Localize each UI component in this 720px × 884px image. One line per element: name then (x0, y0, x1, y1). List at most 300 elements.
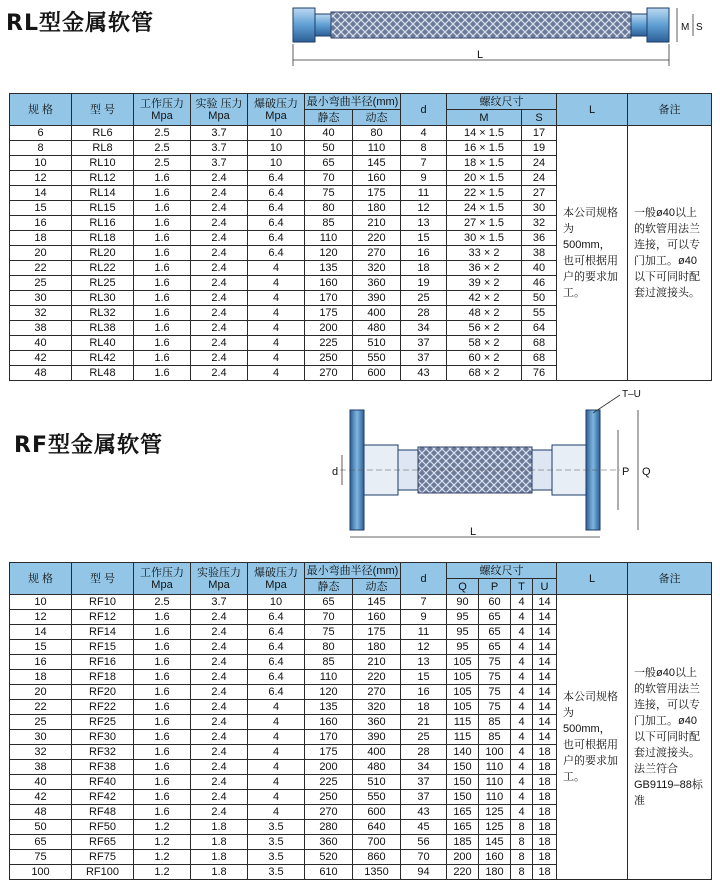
table-cell: RL48 (72, 366, 134, 381)
table-cell: 510 (353, 775, 401, 790)
table-cell: 2.5 (134, 141, 191, 156)
table-cell: 65 (479, 625, 511, 640)
table-cell: 150 (447, 775, 479, 790)
table-cell: 15 (401, 670, 447, 685)
table-cell: 75 (479, 700, 511, 715)
table-cell: 4 (248, 760, 305, 775)
table-cell: 18 (401, 700, 447, 715)
table-cell: 100 (479, 745, 511, 760)
table-cell: 6.4 (248, 246, 305, 261)
table-cell: 165 (447, 805, 479, 820)
rf-h-l: L (557, 563, 628, 595)
table-cell: 180 (353, 640, 401, 655)
rl-h-d: d (401, 94, 447, 126)
table-cell: 120 (305, 685, 353, 700)
table-cell: 1.6 (134, 291, 191, 306)
table-cell: 105 (447, 670, 479, 685)
table-cell: 14 (533, 655, 557, 670)
rf-h-dynamic: 动态 (353, 579, 401, 595)
table-cell: 18 (533, 775, 557, 790)
table-cell: 2.4 (191, 306, 248, 321)
table-cell: 32 (522, 216, 557, 231)
table-cell: 4 (248, 805, 305, 820)
table-cell: 10 (248, 126, 305, 141)
table-cell: RL42 (72, 351, 134, 366)
table-cell: 30 (10, 730, 72, 745)
remark-note: 一般ø40以上的软管用法兰连接，可以专门加工。ø40以下可同时配套过渡接头。 (628, 126, 712, 381)
table-cell: RF30 (72, 730, 134, 745)
table-cell: 68 × 2 (447, 366, 522, 381)
table-cell: 8 (511, 865, 533, 880)
table-cell: 80 (305, 640, 353, 655)
table-cell: 2.4 (191, 246, 248, 261)
table-cell: 1.8 (191, 865, 248, 880)
table-cell: 19 (401, 276, 447, 291)
table-cell: 1.6 (134, 655, 191, 670)
table-cell: 39 × 2 (447, 276, 522, 291)
table-cell: 4 (248, 306, 305, 321)
table-cell: 1.6 (134, 246, 191, 261)
rf-dim-l: L (470, 526, 477, 538)
rl-h-note: 备注 (628, 94, 712, 126)
table-cell: 2.4 (191, 685, 248, 700)
rf-hose-diagram (330, 385, 670, 550)
table-cell: 2.5 (134, 126, 191, 141)
table-cell: 38 (10, 760, 72, 775)
table-cell: 1.6 (134, 276, 191, 291)
table-cell: RF75 (72, 850, 134, 865)
table-cell: RF48 (72, 805, 134, 820)
table-cell: 2.4 (191, 276, 248, 291)
table-cell: 2.4 (191, 201, 248, 216)
table-cell: 4 (511, 685, 533, 700)
table-cell: RF15 (72, 640, 134, 655)
table-cell: 32 (10, 306, 72, 321)
table-cell: 18 (533, 790, 557, 805)
table-cell: 4 (511, 610, 533, 625)
table-cell: 75 (305, 625, 353, 640)
table-cell: 58 × 2 (447, 336, 522, 351)
table-cell: 4 (248, 715, 305, 730)
table-cell: 210 (353, 216, 401, 231)
table-cell: 75 (479, 685, 511, 700)
table-cell: 860 (353, 850, 401, 865)
table-cell: RL14 (72, 186, 134, 201)
rf-h-q: Q (447, 579, 479, 595)
rl-braided-hose (331, 12, 631, 38)
rl-h-m: M (447, 110, 522, 126)
table-cell: 1.6 (134, 640, 191, 655)
table-cell: RF18 (72, 670, 134, 685)
table-cell: 4 (511, 715, 533, 730)
table-cell: 4 (511, 670, 533, 685)
table-cell: 80 (305, 201, 353, 216)
table-cell: 2.4 (191, 231, 248, 246)
table-row (10, 595, 712, 610)
table-cell: 17 (522, 126, 557, 141)
table-cell: RF40 (72, 775, 134, 790)
table-cell: 1.6 (134, 610, 191, 625)
table-cell: 1350 (353, 865, 401, 880)
table-cell: 68 (522, 351, 557, 366)
table-cell: 34 (401, 321, 447, 336)
table-cell: 20 (10, 685, 72, 700)
table-cell: 65 (479, 610, 511, 625)
table-cell: 140 (447, 745, 479, 760)
table-cell: 70 (305, 610, 353, 625)
table-cell: 16 (10, 655, 72, 670)
table-cell: 2.4 (191, 216, 248, 231)
table-cell: 14 (533, 685, 557, 700)
table-cell: 65 (305, 595, 353, 610)
table-cell: 40 (10, 775, 72, 790)
table-cell: 270 (305, 366, 353, 381)
table-cell: 3.7 (191, 141, 248, 156)
table-cell: 1.2 (134, 850, 191, 865)
table-cell: 42 (10, 790, 72, 805)
rf-h-d: d (401, 563, 447, 595)
table-cell: 76 (522, 366, 557, 381)
table-cell: 225 (305, 775, 353, 790)
rf-h-note: 备注 (628, 563, 712, 595)
rl-left-nut (293, 8, 315, 42)
table-cell: 1.6 (134, 306, 191, 321)
table-cell: 1.6 (134, 730, 191, 745)
table-cell: 4 (511, 700, 533, 715)
table-cell: 110 (305, 231, 353, 246)
table-cell: 48 (10, 805, 72, 820)
table-cell: 170 (305, 291, 353, 306)
table-cell: 3.7 (191, 156, 248, 171)
rl-h-test: 实验 压力 Mpa (191, 94, 248, 126)
table-cell: 37 (401, 336, 447, 351)
table-cell: 175 (353, 625, 401, 640)
table-cell: 50 (522, 291, 557, 306)
table-cell: 150 (447, 790, 479, 805)
table-cell: 18 (533, 820, 557, 835)
table-cell: 40 (522, 261, 557, 276)
table-cell: 1.6 (134, 805, 191, 820)
table-cell: 16 (401, 246, 447, 261)
table-cell: 95 (447, 640, 479, 655)
table-cell: 75 (305, 186, 353, 201)
table-cell: 200 (447, 850, 479, 865)
table-cell: 11 (401, 186, 447, 201)
rl-h-thread: 螺纹尺寸 (447, 94, 557, 110)
rl-h-s: S (522, 110, 557, 126)
table-cell: 6.4 (248, 625, 305, 640)
table-cell: 8 (401, 141, 447, 156)
table-cell: 320 (353, 261, 401, 276)
table-cell: 200 (305, 760, 353, 775)
table-cell: 6.4 (248, 670, 305, 685)
table-cell: 14 × 1.5 (447, 126, 522, 141)
table-cell: 15 (10, 201, 72, 216)
table-cell: 4 (248, 366, 305, 381)
table-cell: 1.6 (134, 336, 191, 351)
table-cell: 4 (248, 276, 305, 291)
table-cell: 100 (10, 865, 72, 880)
table-cell: 4 (511, 625, 533, 640)
table-cell: 2.4 (191, 171, 248, 186)
table-cell: 640 (353, 820, 401, 835)
table-cell: 14 (10, 186, 72, 201)
table-cell: 30 (10, 291, 72, 306)
rl-h-l: L (557, 94, 628, 126)
table-cell: 6.4 (248, 640, 305, 655)
table-cell: 50 (305, 141, 353, 156)
table-cell: 13 (401, 216, 447, 231)
table-cell: 75 (479, 670, 511, 685)
table-cell: 14 (533, 715, 557, 730)
table-cell: 225 (305, 336, 353, 351)
table-cell: RF65 (72, 835, 134, 850)
table-cell: 4 (401, 126, 447, 141)
table-cell: 22 × 1.5 (447, 186, 522, 201)
table-cell: 135 (305, 700, 353, 715)
table-cell: 65 (305, 156, 353, 171)
table-cell: 20 (10, 246, 72, 261)
rf-h-static: 静态 (305, 579, 353, 595)
table-cell: 125 (479, 805, 511, 820)
table-cell: 4 (248, 700, 305, 715)
table-cell: 22 (10, 700, 72, 715)
table-cell: RF38 (72, 760, 134, 775)
table-cell: RF10 (72, 595, 134, 610)
table-cell: 34 (401, 760, 447, 775)
table-cell: 8 (10, 141, 72, 156)
rf-h-bend: 最小弯曲半径(mm) (305, 563, 401, 579)
table-cell: 1.6 (134, 201, 191, 216)
table-cell: 6.4 (248, 610, 305, 625)
table-cell: 2.4 (191, 625, 248, 640)
table-cell: 6.4 (248, 655, 305, 670)
l-length-note: 本公司规格为500mm，也可根据用户的要求加工。 (557, 126, 628, 381)
table-cell: 38 (10, 321, 72, 336)
table-cell: 37 (401, 351, 447, 366)
table-cell: RL38 (72, 321, 134, 336)
table-cell: 6 (10, 126, 72, 141)
table-cell: 2.5 (134, 595, 191, 610)
table-cell: 270 (353, 685, 401, 700)
table-cell: 14 (533, 640, 557, 655)
rl-section-title: RL型金属软管 (6, 11, 154, 36)
table-cell: 320 (353, 700, 401, 715)
table-cell: RL10 (72, 156, 134, 171)
table-cell: 550 (353, 351, 401, 366)
table-cell: 4 (511, 790, 533, 805)
table-cell: RL20 (72, 246, 134, 261)
rf-h-burst: 爆破压力 Mpa (248, 563, 305, 595)
table-cell: 120 (305, 246, 353, 261)
table-cell: 2.4 (191, 655, 248, 670)
table-cell: 18 (533, 760, 557, 775)
table-cell: 160 (353, 171, 401, 186)
table-cell: 360 (305, 835, 353, 850)
table-cell: 110 (479, 760, 511, 775)
table-cell: 16 × 1.5 (447, 141, 522, 156)
table-cell: 14 (533, 625, 557, 640)
table-cell: 610 (305, 865, 353, 880)
table-cell: 68 (522, 336, 557, 351)
table-cell: 1.6 (134, 321, 191, 336)
table-cell: 4 (511, 595, 533, 610)
table-cell: RF32 (72, 745, 134, 760)
table-cell: 6.4 (248, 186, 305, 201)
table-cell: 56 × 2 (447, 321, 522, 336)
table-cell: 4 (248, 261, 305, 276)
table-cell: 10 (248, 156, 305, 171)
table-cell: 1.6 (134, 231, 191, 246)
table-cell: 9 (401, 171, 447, 186)
table-cell: 110 (353, 141, 401, 156)
table-cell: 2.4 (191, 261, 248, 276)
table-cell: 390 (353, 730, 401, 745)
rl-h-dynamic: 动态 (353, 110, 401, 126)
table-cell: 1.6 (134, 790, 191, 805)
table-cell: 37 (401, 775, 447, 790)
table-cell: 2.4 (191, 745, 248, 760)
table-cell: RF16 (72, 655, 134, 670)
table-cell: 80 (353, 126, 401, 141)
table-cell: 180 (479, 865, 511, 880)
table-cell: 95 (447, 625, 479, 640)
table-cell: RL30 (72, 291, 134, 306)
table-cell: 2.4 (191, 730, 248, 745)
table-cell: 1.6 (134, 715, 191, 730)
table-cell: 7 (401, 595, 447, 610)
table-cell: 75 (479, 655, 511, 670)
table-cell: 43 (401, 366, 447, 381)
table-cell: 160 (353, 610, 401, 625)
table-cell: RL8 (72, 141, 134, 156)
table-cell: 1.6 (134, 171, 191, 186)
table-cell: 1.6 (134, 351, 191, 366)
table-cell: 10 (248, 595, 305, 610)
table-cell: 220 (353, 670, 401, 685)
table-cell: 15 (401, 231, 447, 246)
table-cell: 4 (511, 805, 533, 820)
table-cell: 2.4 (191, 336, 248, 351)
table-cell: 3.5 (248, 850, 305, 865)
table-cell: 65 (479, 640, 511, 655)
rf-h-work: 工作压力 Mpa (134, 563, 191, 595)
table-cell: 32 (10, 745, 72, 760)
table-cell: 110 (305, 670, 353, 685)
table-cell: 28 (401, 306, 447, 321)
table-cell: RF50 (72, 820, 134, 835)
table-cell: 2.4 (191, 790, 248, 805)
table-cell: 2.4 (191, 760, 248, 775)
l-length-note: 本公司规格为500mm，也可根据用户的要求加工。 (557, 595, 628, 880)
table-cell: 2.4 (191, 715, 248, 730)
table-cell: 18 (10, 231, 72, 246)
table-cell: 4 (248, 745, 305, 760)
table-cell: 480 (353, 760, 401, 775)
table-cell: 10 (10, 156, 72, 171)
table-cell: 4 (248, 351, 305, 366)
table-cell: 700 (353, 835, 401, 850)
table-cell: 105 (447, 655, 479, 670)
table-cell: 160 (479, 850, 511, 865)
table-cell: RF20 (72, 685, 134, 700)
table-cell: 2.4 (191, 610, 248, 625)
rf-h-test: 实验压力 Mpa (191, 563, 248, 595)
table-cell: 150 (447, 760, 479, 775)
table-cell: 8 (511, 835, 533, 850)
table-cell: 12 (10, 610, 72, 625)
table-cell: RL15 (72, 201, 134, 216)
table-cell: 6.4 (248, 216, 305, 231)
table-cell: 15 (10, 640, 72, 655)
table-cell: 2.4 (191, 291, 248, 306)
table-cell: 1.6 (134, 261, 191, 276)
table-cell: 16 (401, 685, 447, 700)
table-cell: 160 (305, 276, 353, 291)
table-cell: 36 × 2 (447, 261, 522, 276)
table-cell: 115 (447, 730, 479, 745)
rf-h-p: P (479, 579, 511, 595)
table-cell: 390 (353, 291, 401, 306)
table-cell: 185 (447, 835, 479, 850)
table-cell: 20 × 1.5 (447, 171, 522, 186)
rf-dim-d: d (332, 466, 339, 478)
table-cell: 2.4 (191, 186, 248, 201)
table-cell: 46 (522, 276, 557, 291)
table-cell: 42 (10, 351, 72, 366)
table-cell: 3.7 (191, 126, 248, 141)
table-cell: RL16 (72, 216, 134, 231)
table-cell: 14 (533, 595, 557, 610)
table-cell: 210 (353, 655, 401, 670)
rl-h-burst: 爆破压力 Mpa (248, 94, 305, 126)
table-cell: 18 (10, 670, 72, 685)
table-cell: 18 × 1.5 (447, 156, 522, 171)
table-cell: 14 (533, 700, 557, 715)
table-cell: 250 (305, 790, 353, 805)
table-cell: 14 (533, 730, 557, 745)
table-cell: 10 (248, 141, 305, 156)
table-cell: 85 (305, 216, 353, 231)
table-cell: 18 (533, 865, 557, 880)
table-cell: 2.4 (191, 366, 248, 381)
table-cell: 24 × 1.5 (447, 201, 522, 216)
table-cell: 85 (305, 655, 353, 670)
table-cell: 165 (447, 820, 479, 835)
table-cell: 55 (522, 306, 557, 321)
table-cell: 25 (10, 715, 72, 730)
table-cell: 4 (248, 321, 305, 336)
table-cell: 400 (353, 745, 401, 760)
rl-h-spec: 规 格 (10, 94, 72, 126)
rf-h-spec: 规 格 (10, 563, 72, 595)
rl-hose-diagram (285, 0, 705, 80)
table-cell: 8 (511, 850, 533, 865)
table-cell: 48 (10, 366, 72, 381)
table-cell: 56 (401, 835, 447, 850)
remark-note: 一般ø40以上的软管用法兰连接，可以专门加工。ø40以下可同时配套过渡接头。法兰符合GB9119–88标准 (628, 595, 712, 880)
table-cell: 14 (533, 670, 557, 685)
table-cell: 3.5 (248, 835, 305, 850)
table-cell: 115 (447, 715, 479, 730)
rf-dim-tu: T–U (622, 389, 641, 400)
table-cell: 48 × 2 (447, 306, 522, 321)
table-cell: 220 (353, 231, 401, 246)
table-cell: 2.4 (191, 351, 248, 366)
table-cell: 360 (353, 715, 401, 730)
table-cell: 1.2 (134, 865, 191, 880)
table-cell: 2.5 (134, 156, 191, 171)
